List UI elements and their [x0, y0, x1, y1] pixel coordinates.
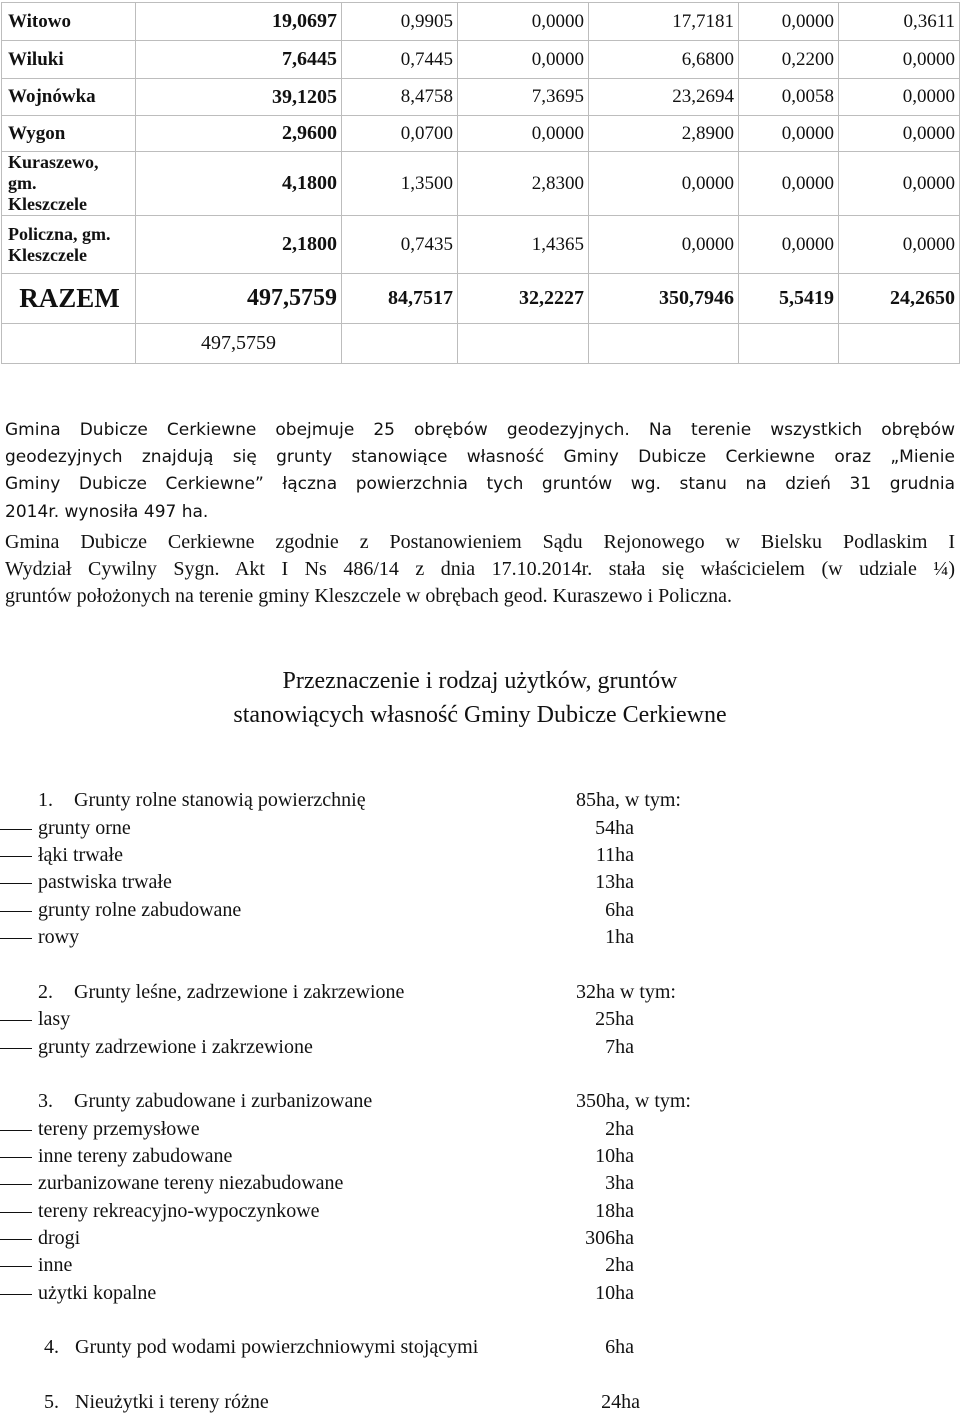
- dash-bullet: [0, 1020, 32, 1021]
- row-cell: 0,0000: [739, 3, 839, 41]
- item-label: grunty orne: [38, 817, 131, 839]
- row-name: Witowo: [2, 3, 136, 41]
- list-item: [0, 1006, 960, 1033]
- group-label: Nieużytki i tereny różne: [75, 1391, 269, 1413]
- item-label: łąki trwałe: [38, 844, 123, 866]
- dash-bullet: [0, 1048, 32, 1049]
- item-label: zurbanizowane tereny niezabudowane: [38, 1172, 344, 1194]
- group-header: [0, 787, 960, 814]
- paragraph-line: geodezyjnych znajdują się grunty stanowiące własność Gminy Dubicze Cerkiewne oraz „Mienie: [5, 447, 955, 467]
- item-value: 18ha: [595, 1200, 634, 1222]
- group-number: 3.: [38, 1090, 53, 1112]
- group-number: 2.: [38, 981, 53, 1003]
- land-table: [1, 2, 960, 364]
- heading-line1: Przeznaczenie i rodzaj użytków, gruntów: [282, 668, 678, 694]
- item-label: inne: [38, 1254, 73, 1276]
- group-header: [0, 979, 960, 1006]
- paragraph-line: 2014r. wynosiła 497 ha.: [5, 502, 209, 522]
- paragraph-line: Gminy Dubicze Cerkiewne” łączna powierzchnia tych gruntów wg. stanu na dzień 31 grudnia: [5, 474, 955, 494]
- row-total: 2,1800: [136, 216, 342, 274]
- row-cell: 0,0058: [739, 79, 839, 116]
- item-label: grunty zadrzewione i zakrzewione: [38, 1036, 313, 1058]
- item-value: 306ha: [585, 1227, 634, 1249]
- list-item: [0, 1116, 960, 1143]
- item-value: 6ha: [605, 899, 634, 921]
- row-cell: 0,0000: [458, 116, 589, 152]
- row-cell: 0,0000: [589, 152, 739, 216]
- list-item: [0, 1170, 960, 1197]
- group-header: [0, 1088, 960, 1115]
- item-label: pastwiska trwałe: [38, 871, 172, 893]
- razem-cell: 350,7946: [589, 274, 739, 324]
- item-value: 54ha: [595, 817, 634, 839]
- razem-cell: 24,2650: [839, 274, 960, 324]
- row-cell: 23,2694: [589, 79, 739, 116]
- row-name-line2: Kleszczele: [8, 244, 87, 265]
- item-value: 2ha: [605, 1118, 634, 1140]
- row-cell: 17,7181: [589, 3, 739, 41]
- row-name-line2: Kleszczele: [8, 194, 87, 214]
- row-cell: 0,0000: [458, 41, 589, 79]
- dash-bullet: [0, 1266, 32, 1267]
- dash-bullet: [0, 938, 32, 939]
- group-label: Grunty rolne stanowią powierzchnię: [74, 789, 366, 811]
- group-value: 24ha: [601, 1391, 640, 1413]
- row-cell: 2,8900: [589, 116, 739, 152]
- group-value: 6ha: [605, 1336, 634, 1358]
- item-label: drogi: [38, 1227, 81, 1249]
- row-cell: 0,9905: [342, 3, 458, 41]
- table-row-total: [2, 274, 960, 324]
- paragraph-line: Gmina Dubicze Cerkiewne zgodnie z Postanowieniem Sądu Rejonowego w Bielsku Podlaskim I: [5, 531, 955, 553]
- row-cell: 8,4758: [342, 79, 458, 116]
- dash-bullet: [0, 1294, 32, 1295]
- item-value: 13ha: [595, 871, 634, 893]
- row-cell: 0,0000: [739, 152, 839, 216]
- row-cell: 1,4365: [458, 216, 589, 274]
- dash-bullet: [0, 1212, 32, 1213]
- row-cell: 0,0000: [589, 216, 739, 274]
- paragraph-line: gruntów położonych na terenie gminy Kleszczele w obrębach geod. Kuraszewo i Policzna.: [5, 585, 732, 607]
- razem-cell: 84,7517: [342, 274, 458, 324]
- dash-bullet: [0, 829, 32, 830]
- razem-label: RAZEM: [2, 274, 136, 324]
- list-item: [0, 842, 960, 869]
- group-label: Grunty zabudowane i zurbanizowane: [74, 1090, 373, 1112]
- table-row-extra: [2, 324, 960, 364]
- dash-bullet: [0, 911, 32, 912]
- item-value: 10ha: [595, 1145, 634, 1167]
- row-cell: 2,8300: [458, 152, 589, 216]
- table-row: [2, 3, 960, 41]
- row-name-line1: Kuraszewo, gm.: [8, 152, 99, 193]
- row-cell: 0,7445: [342, 41, 458, 79]
- razem-cell: 32,2227: [458, 274, 589, 324]
- item-value: 1ha: [605, 926, 634, 948]
- dash-bullet: [0, 856, 32, 857]
- group-header: [0, 1334, 960, 1361]
- item-label: grunty rolne zabudowane: [38, 899, 242, 921]
- list-item: [0, 815, 960, 842]
- empty-cell: [458, 324, 589, 364]
- list-item: [0, 1225, 960, 1252]
- group-number: 4.: [44, 1336, 59, 1358]
- item-label: tereny rekreacyjno-wypoczynkowe: [38, 1200, 320, 1222]
- dash-bullet: [0, 1239, 32, 1240]
- list-item: [0, 869, 960, 896]
- empty-cell: [2, 324, 136, 364]
- row-name: Wiluki: [2, 41, 136, 79]
- dash-bullet: [0, 883, 32, 884]
- row-cell: 0,2200: [739, 41, 839, 79]
- item-label: tereny przemysłowe: [38, 1118, 200, 1140]
- paragraph-line: Gmina Dubicze Cerkiewne obejmuje 25 obrębów geodezyjnych. Na terenie wszystkich obrębów: [5, 420, 955, 440]
- row-cell: 0,0000: [839, 41, 960, 79]
- list-item: [0, 1034, 960, 1061]
- table-row: [2, 152, 960, 216]
- item-value: 10ha: [595, 1282, 634, 1304]
- table-row: [2, 79, 960, 116]
- row-cell: 0,3611: [839, 3, 960, 41]
- extra-total: 497,5759: [136, 324, 342, 364]
- group-label: Grunty leśne, zadrzewione i zakrzewione: [74, 981, 405, 1003]
- group-value: 350ha, w tym:: [576, 1090, 691, 1112]
- item-label: lasy: [38, 1008, 71, 1030]
- item-value: 7ha: [605, 1036, 634, 1058]
- row-total: 19,0697: [136, 3, 342, 41]
- row-cell: 1,3500: [342, 152, 458, 216]
- item-label: użytki kopalne: [38, 1282, 157, 1304]
- group-header: [0, 1389, 960, 1416]
- row-cell: 0,0000: [458, 3, 589, 41]
- row-cell: 6,6800: [589, 41, 739, 79]
- item-label: rowy: [38, 926, 80, 948]
- row-name-line1: Policzna, gm.: [8, 223, 111, 244]
- list-item: [0, 897, 960, 924]
- table-row: [2, 216, 960, 274]
- table-row: [2, 41, 960, 79]
- razem-total: 497,5759: [136, 274, 342, 324]
- dash-bullet: [0, 1157, 32, 1158]
- list-item: [0, 924, 960, 951]
- group-value: 85ha, w tym:: [576, 789, 681, 811]
- razem-cell: 5,5419: [739, 274, 839, 324]
- row-total: 4,1800: [136, 152, 342, 216]
- row-total: 7,6445: [136, 41, 342, 79]
- dash-bullet: [0, 1130, 32, 1131]
- row-cell: 0,7435: [342, 216, 458, 274]
- section-heading: [0, 664, 960, 732]
- paragraph-line: Wydział Cywilny Sygn. Akt I Ns 486/14 z dnia 17.10.2014r. stała się właścicielem (w udziale ¼): [5, 558, 955, 580]
- item-value: 11ha: [595, 844, 634, 866]
- row-total: 39,1205: [136, 79, 342, 116]
- row-name: Wygon: [2, 116, 136, 152]
- group-label: Grunty pod wodami powierzchniowymi stojącymi: [75, 1336, 479, 1358]
- list-item: [0, 1280, 960, 1307]
- row-cell: 0,0000: [839, 216, 960, 274]
- row-cell: 0,0700: [342, 116, 458, 152]
- dash-bullet: [0, 1184, 32, 1185]
- item-value: 2ha: [605, 1254, 634, 1276]
- row-cell: 0,0000: [739, 116, 839, 152]
- group-value: 32ha w tym:: [576, 981, 676, 1003]
- row-name: Wojnówka: [2, 79, 136, 116]
- item-value: 3ha: [605, 1172, 634, 1194]
- item-value: 25ha: [595, 1008, 634, 1030]
- item-label: inne tereny zabudowane: [38, 1145, 233, 1167]
- list-item: [0, 1198, 960, 1225]
- row-total: 2,9600: [136, 116, 342, 152]
- list-item: [0, 1143, 960, 1170]
- row-cell: 0,0000: [839, 79, 960, 116]
- heading-line2: stanowiących własność Gminy Dubicze Cerkiewne: [233, 702, 727, 728]
- group-number: 1.: [38, 789, 53, 811]
- list-item: [0, 1252, 960, 1279]
- table-row: [2, 116, 960, 152]
- row-cell: 7,3695: [458, 79, 589, 116]
- row-cell: 0,0000: [739, 216, 839, 274]
- row-cell: 0,0000: [839, 152, 960, 216]
- row-name: [2, 152, 136, 216]
- empty-cell: [589, 324, 739, 364]
- empty-cell: [342, 324, 458, 364]
- row-name: [2, 216, 136, 274]
- group-number: 5.: [44, 1391, 59, 1413]
- empty-cell: [739, 324, 839, 364]
- empty-cell: [839, 324, 960, 364]
- row-cell: 0,0000: [839, 116, 960, 152]
